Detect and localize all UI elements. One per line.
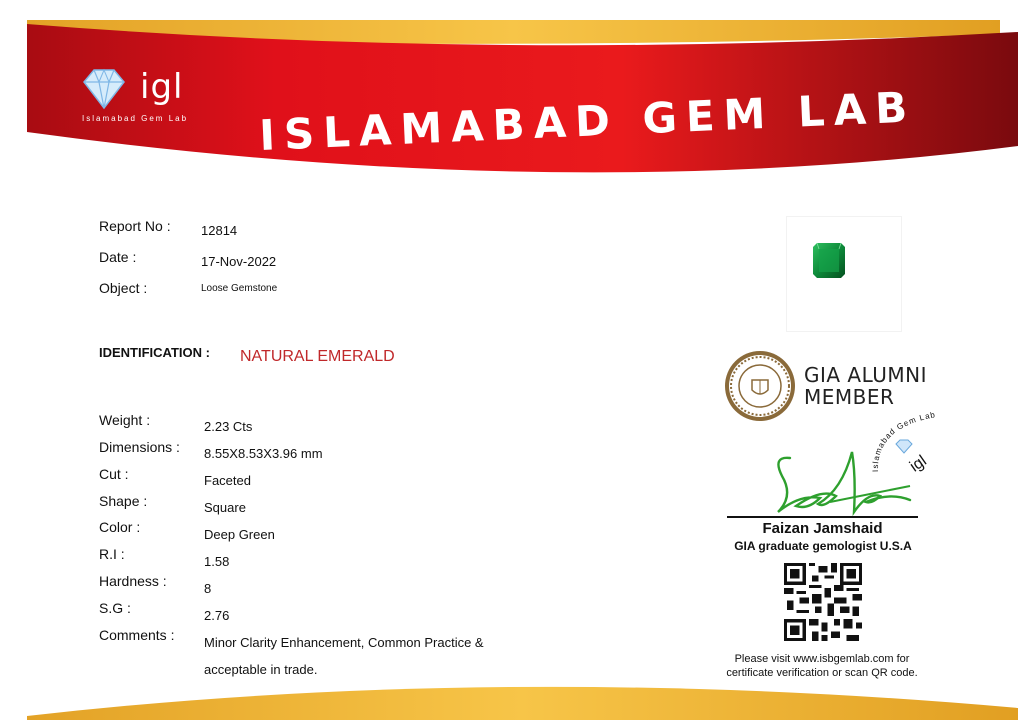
property-value: Faceted bbox=[204, 473, 251, 488]
property-value: 8.55X8.53X3.96 mm bbox=[204, 446, 323, 461]
lab-title bbox=[255, 82, 918, 161]
signatory-title: GIA graduate gemologist U.S.A bbox=[734, 539, 912, 553]
property-value: 1.58 bbox=[204, 554, 230, 569]
property-label: Weight : bbox=[99, 412, 151, 428]
property-label: R.I : bbox=[99, 546, 125, 562]
property-label: Hardness : bbox=[99, 573, 167, 589]
identification-label: IDENTIFICATION : bbox=[99, 345, 210, 360]
stamp-mark: igl bbox=[906, 452, 930, 476]
property-label: Shape : bbox=[99, 493, 148, 509]
property-value: Square bbox=[204, 500, 246, 515]
property-label: Color : bbox=[99, 519, 141, 535]
report-no-value: 12814 bbox=[201, 223, 238, 238]
stamp-text: Islamabad Gem Lab bbox=[870, 410, 937, 473]
gia-alumni-text bbox=[804, 364, 927, 408]
comments-line-2: acceptable in trade. bbox=[204, 662, 318, 677]
report-no-label: Report No : bbox=[99, 218, 171, 234]
gia-alumni-seal-icon bbox=[724, 350, 796, 422]
gia-line-1: GIA ALUMNI bbox=[804, 363, 928, 387]
property-value: 2.76 bbox=[204, 608, 230, 623]
logo-subtitle: Islamabad Gem Lab bbox=[82, 114, 189, 123]
object-value: Loose Gemstone bbox=[201, 283, 278, 294]
comments-line-1: Minor Clarity Enhancement, Common Practice & bbox=[204, 635, 484, 650]
property-label: Dimensions : bbox=[99, 439, 180, 455]
property-value: 8 bbox=[204, 581, 212, 596]
logo-wordmark: igl bbox=[140, 67, 184, 107]
signature bbox=[760, 446, 920, 518]
object-label: Object : bbox=[99, 280, 148, 296]
qr-code-icon bbox=[784, 563, 862, 641]
verify-line-2: certificate verification or scan QR code. bbox=[726, 667, 918, 679]
property-label: S.G : bbox=[99, 600, 131, 616]
lab-title-text: ISLAMABAD GEM LAB bbox=[258, 82, 918, 161]
signature-line bbox=[727, 516, 918, 518]
identification-value: NATURAL EMERALD bbox=[240, 348, 395, 365]
signatory-name: Faizan Jamshaid bbox=[762, 520, 883, 537]
gia-line-2: MEMBER bbox=[804, 385, 895, 409]
verify-line-1: Please visit www.isbgemlab.com for bbox=[734, 653, 910, 665]
date-label: Date : bbox=[99, 249, 137, 265]
property-label: Cut : bbox=[99, 466, 129, 482]
footer-band bbox=[0, 664, 1024, 724]
comments-label: Comments : bbox=[99, 627, 175, 643]
date-value: 17-Nov-2022 bbox=[201, 254, 277, 269]
property-value: Deep Green bbox=[204, 527, 275, 542]
property-value: 2.23 Cts bbox=[204, 419, 253, 434]
emerald-photo bbox=[786, 216, 902, 332]
